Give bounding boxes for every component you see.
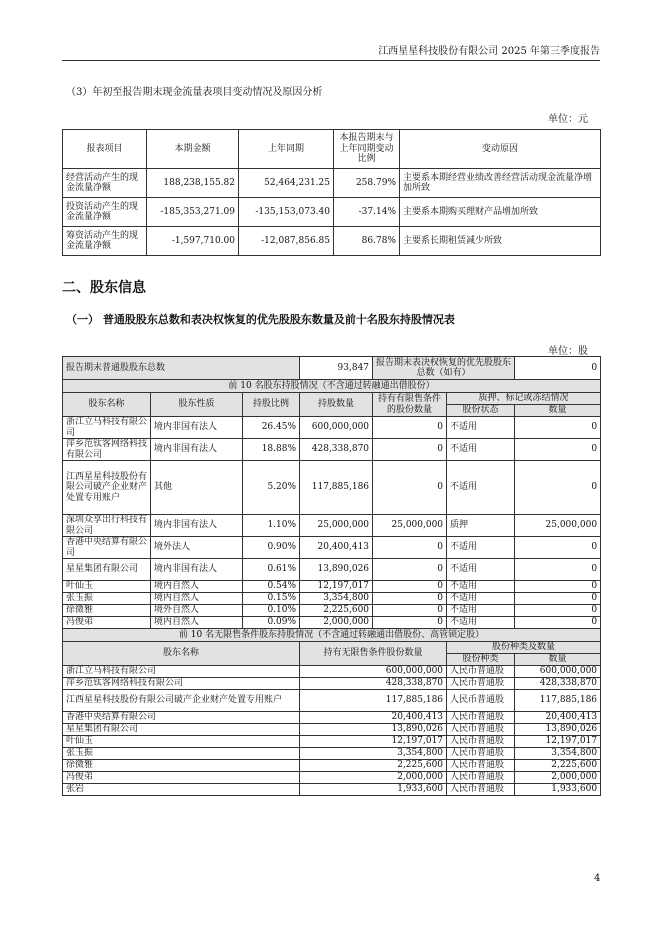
sh-status: 不适用 [447,593,515,605]
sh-pledge-qty: 0 [515,559,601,581]
un-name: 江西星星科技股份有限公司破产企业财产处置专用账户 [63,690,300,712]
shareholder-unit: 单位：股 [548,346,588,357]
sh-nature: 境内非国有法人 [151,559,243,581]
sh-qty: 3,354,800 [300,593,373,605]
table-row [63,593,601,605]
section-subtitle: （一） 普通股股东总数和表决权恢复的优先股股东数量及前十名股东持股情况表 [66,313,455,326]
page-header: 江西星星科技股份有限公司 2025 年第三季度报告 [62,42,600,61]
uth-type: 股份种类 [447,654,515,666]
sh-nature: 境外自然人 [151,605,243,617]
page-number: 4 [594,873,601,884]
un-type: 人民币普通股 [447,748,515,760]
sh-restricted: 0 [373,593,447,605]
un-type-qty: 1,933,600 [515,784,601,796]
un-type: 人民币普通股 [447,690,515,712]
cf-current: 188,238,155.82 [147,169,239,198]
th-pledge-qty: 数量 [515,405,601,417]
uth-type-group: 股份种类及数量 [447,642,601,654]
cf-reason: 主要系长期租赁减少所致 [400,227,601,256]
preferred-shareholders-value: 0 [515,357,601,380]
table-row [63,461,601,515]
cf-header-current: 本期金额 [147,130,239,169]
sh-qty: 13,890,026 [300,559,373,581]
th-nature: 股东性质 [151,393,243,417]
unrestricted-title: 前 10 名无限售条件股东持股情况（不含通过转融通出借股份、高管锁定股） [63,629,601,642]
un-type-qty: 117,885,186 [515,690,601,712]
un-type-qty: 13,890,026 [515,724,601,736]
table-row [63,784,601,796]
sh-name: 深圳众享出行科技有限公司 [63,515,151,537]
table-row [63,724,601,736]
sh-name: 徐微雅 [63,605,151,617]
cf-header-ratio: 本报告期末与上年同期变动比例 [334,130,400,169]
table-row [63,537,601,559]
un-name: 叶仙玉 [63,736,300,748]
sh-status: 不适用 [447,581,515,593]
sh-pledge-qty: 0 [515,537,601,559]
table-row [63,581,601,593]
cf-current: -185,353,271.09 [147,198,239,227]
sh-ratio: 0.54% [243,581,300,593]
sh-ratio: 26.45% [243,417,300,439]
un-type: 人民币普通股 [447,784,515,796]
th-pledge-group: 质押、标记或冻结情况 [447,393,601,405]
cf-item: 经营活动产生的现金流量净额 [63,169,147,198]
sh-status: 不适用 [447,439,515,461]
sh-pledge-qty: 0 [515,461,601,515]
sh-pledge-qty: 0 [515,617,601,629]
sh-ratio: 1.10% [243,515,300,537]
un-qty: 13,890,026 [300,724,447,736]
un-type-qty: 3,354,800 [515,748,601,760]
sh-status: 不适用 [447,417,515,439]
sh-nature: 境内自然人 [151,617,243,629]
cf-header-prior: 上年同期 [239,130,334,169]
sh-restricted: 0 [373,461,447,515]
sh-name: 叶仙玉 [63,581,151,593]
cf-header-item: 报表项目 [63,130,147,169]
un-name: 张岩 [63,784,300,796]
section-title: 二、股东信息 [62,280,146,296]
sh-qty: 20,400,413 [300,537,373,559]
th-ratio: 持股比例 [243,393,300,417]
un-name: 徐微雅 [63,760,300,772]
sh-restricted: 0 [373,581,447,593]
un-type: 人民币普通股 [447,736,515,748]
un-qty: 3,354,800 [300,748,447,760]
un-type: 人民币普通股 [447,666,515,678]
uth-qty: 持有无限售条件股份数量 [300,642,447,666]
shareholder-table [62,356,601,796]
un-type-qty: 600,000,000 [515,666,601,678]
cf-prior: -12,087,856.85 [239,227,334,256]
sh-pledge-qty: 0 [515,581,601,593]
un-type-qty: 12,197,017 [515,736,601,748]
sh-name: 冯俊弟 [63,617,151,629]
sh-ratio: 0.61% [243,559,300,581]
cf-ratio: 258.79% [334,169,400,198]
sh-ratio: 5.20% [243,461,300,515]
un-name: 香港中央结算有限公司 [63,712,300,724]
cf-item: 投资活动产生的现金流量净额 [63,198,147,227]
th-qty: 持股数量 [300,393,373,417]
total-shareholders-value: 93,847 [300,357,373,380]
sh-status: 不适用 [447,537,515,559]
uth-type-qty: 数量 [515,654,601,666]
un-qty: 600,000,000 [300,666,447,678]
table-row [63,748,601,760]
uth-name: 股东名称 [63,642,300,666]
preferred-shareholders-label: 报告期末表决权恢复的优先股股东总数（如有） [373,357,515,380]
un-type-qty: 428,338,870 [515,678,601,690]
un-name: 浙江立马科技有限公司 [63,666,300,678]
table-row [63,169,601,198]
un-qty: 428,338,870 [300,678,447,690]
sh-status: 不适用 [447,559,515,581]
sh-ratio: 0.09% [243,617,300,629]
sh-pledge-qty: 0 [515,417,601,439]
un-qty: 2,225,600 [300,760,447,772]
sh-pledge-qty: 25,000,000 [515,515,601,537]
table-row [63,772,601,784]
sh-nature: 境外法人 [151,537,243,559]
sh-pledge-qty: 0 [515,439,601,461]
cf-ratio: 86.78% [334,227,400,256]
sh-name: 浙江立马科技有限公司 [63,417,151,439]
un-type: 人民币普通股 [447,760,515,772]
sh-status: 质押 [447,515,515,537]
sh-ratio: 0.10% [243,605,300,617]
cashflow-caption: （3）年初至报告期末现金流量表项目变动情况及原因分析 [66,87,323,98]
sh-ratio: 18.88% [243,439,300,461]
table-row [63,605,601,617]
cf-reason: 主要系本期购买理财产品增加所致 [400,198,601,227]
sh-status: 不适用 [447,461,515,515]
table-row [63,690,601,712]
un-name: 萍乡范钛客网络科技有限公司 [63,678,300,690]
sh-nature: 其他 [151,461,243,515]
total-shareholders-label: 报告期末普通股股东总数 [63,357,300,380]
table-row [63,515,601,537]
sh-name: 江西星星科技股份有限公司破产企业财产处置专用账户 [63,461,151,515]
table-row [63,712,601,724]
sh-nature: 境内非国有法人 [151,515,243,537]
sh-qty: 2,000,000 [300,617,373,629]
cf-ratio: -37.14% [334,198,400,227]
sh-ratio: 0.15% [243,593,300,605]
un-qty: 20,400,413 [300,712,447,724]
table-row [63,760,601,772]
th-name: 股东名称 [63,393,151,417]
un-qty: 1,933,600 [300,784,447,796]
un-type-qty: 2,000,000 [515,772,601,784]
sh-nature: 境内非国有法人 [151,417,243,439]
table-row [63,678,601,690]
un-type: 人民币普通股 [447,678,515,690]
table-row [63,736,601,748]
th-restricted: 持有有限售条件的股份数量 [373,393,447,417]
cf-current: -1,597,710.00 [147,227,239,256]
sh-restricted: 0 [373,605,447,617]
sh-name: 星星集团有限公司 [63,559,151,581]
un-name: 冯俊弟 [63,772,300,784]
sh-qty: 117,885,186 [300,461,373,515]
un-qty: 2,000,000 [300,772,447,784]
sh-qty: 600,000,000 [300,417,373,439]
table-row [63,439,601,461]
sh-qty: 2,225,600 [300,605,373,617]
sh-restricted: 25,000,000 [373,515,447,537]
cf-prior: 52,464,231.25 [239,169,334,198]
table-row [63,227,601,256]
un-name: 星星集团有限公司 [63,724,300,736]
sh-nature: 境内非国有法人 [151,439,243,461]
table-row [63,617,601,629]
cf-item: 筹资活动产生的现金流量净额 [63,227,147,256]
sh-restricted: 0 [373,617,447,629]
table-row [63,198,601,227]
table-row [63,417,601,439]
un-type: 人民币普通股 [447,772,515,784]
cashflow-unit: 单位：元 [548,114,588,125]
th-pledge-status: 股份状态 [447,405,515,417]
sh-name: 萍乡范钛客网络科技有限公司 [63,439,151,461]
un-name: 张玉振 [63,748,300,760]
un-type-qty: 20,400,413 [515,712,601,724]
sh-status: 不适用 [447,617,515,629]
sh-nature: 境内自然人 [151,593,243,605]
sh-qty: 428,338,870 [300,439,373,461]
sh-pledge-qty: 0 [515,593,601,605]
cf-header-reason: 变动原因 [400,130,601,169]
sh-qty: 12,197,017 [300,581,373,593]
sh-restricted: 0 [373,537,447,559]
un-type: 人民币普通股 [447,712,515,724]
sh-name: 香港中央结算有限公司 [63,537,151,559]
sh-restricted: 0 [373,439,447,461]
sh-qty: 25,000,000 [300,515,373,537]
un-type: 人民币普通股 [447,724,515,736]
sh-name: 张玉振 [63,593,151,605]
un-qty: 12,197,017 [300,736,447,748]
table-row [63,666,601,678]
un-qty: 117,885,186 [300,690,447,712]
sh-restricted: 0 [373,417,447,439]
sh-ratio: 0.90% [243,537,300,559]
sh-nature: 境内自然人 [151,581,243,593]
sh-restricted: 0 [373,559,447,581]
top10-title: 前 10 名股东持股情况（不含通过转融通出借股份） [63,380,601,393]
cf-prior: -135,153,073.40 [239,198,334,227]
table-row [63,559,601,581]
sh-pledge-qty: 0 [515,605,601,617]
cf-reason: 主要系本期经营业绩改善经营活动现金流量净增加所致 [400,169,601,198]
sh-status: 不适用 [447,605,515,617]
cashflow-table [62,129,601,256]
un-type-qty: 2,225,600 [515,760,601,772]
